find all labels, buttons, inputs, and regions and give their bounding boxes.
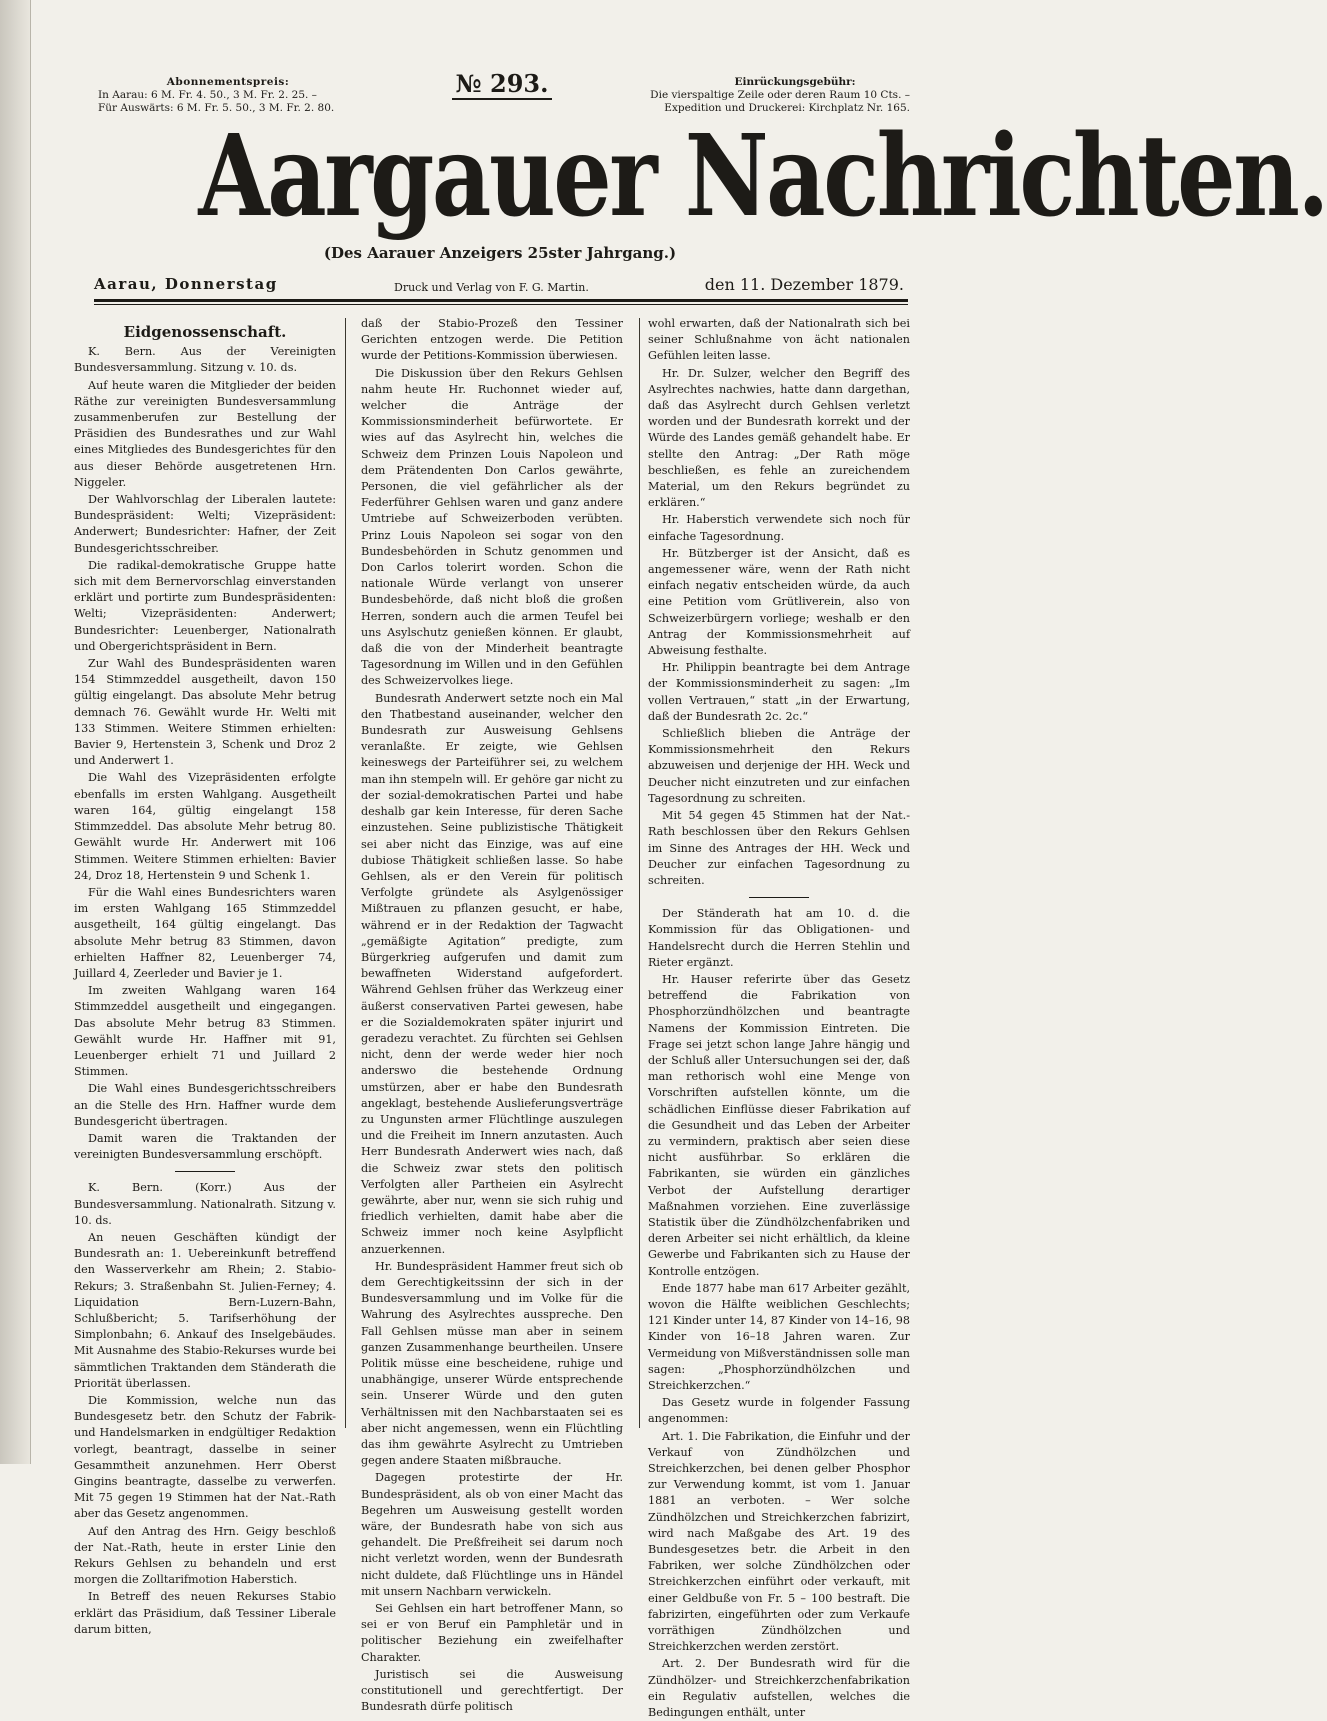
article-paragraph: In Betreff des neuen Rekurses Stabio erklärt das Präsidium, daß Tessiner Liberale darum bitten, [74,1590,336,1636]
article-column-2 [361,316,623,1714]
article-paragraph: Juristisch sei die Ausweisung constitutionell und gerechtfertigt. Der Bundesrath dürfe politisch [361,1667,623,1714]
article-paragraph: Bundesrath Anderwert setzte noch ein Mal den Thatbestand auseinander, welcher den Bundesrath zur Ausweisung Gehlsens veranlaßte. Er zeigte, wie Gehlsen keineswegs der Parteiführer sei, zu welchem man ihn stempeln will. Er gehöre gar nicht zu der sozial-demokratischen Partei und habe deshalb gar kein Interesse, für deren Sache einzustehen. Seine publizistische Thätigkeit sei aber nicht das Einzige, was auf eine dubiose Thätigkeit schließen lasse. So habe Gehlsen, als er den Verein für politisch Verfolgte gründete als Asylgenössiger Mißtrauen zu pflanzen gesucht, er habe, während er in der Redaktion der Tagwacht „gemäßigte Agitation“ predigte, zum Bürgerkrieg aufgerufen und damit zum bewaffneten Widerstand aufgefordert. Während Gehlsen früher das Werkzeug einer äußerst conservativen Partei gewesen, habe er die Sozialdemokraten später injurirt und geradezu verachtet. Zu fürchten sei Gehlsen nicht, denn der werde weder hier noch anderswo die bestehende Ordnung umstürzen, aber er habe den Bundesrath angeklagt, bestehende Auslieferungsverträge zu Ungunsten armer Flüchtlinge auszulegen und die Freiheit im Innern anzutasten. Auch Herr Bundesrath Anderwert wies nach, daß die Schweiz zwar stets den politisch Verfolgten aller Partheien ein Asylrecht gewährte, aber nur, wenn sie sich ruhig und friedlich verhielten, damit habe aber die Schweiz immer noch keine Asylpflicht anzuerkennen. [361,691,623,1256]
subscription-title: Abonnementspreis: [166,76,290,88]
article-paragraph: Damit waren die Traktanden der vereinigten Bundesversammlung erschöpft. [74,1131,336,1162]
issue-number: № 293. [452,70,552,100]
article-paragraph: Hr. Haberstich verwendete sich noch für einfache Tagesordnung. [648,513,910,543]
article-paragraph: Auf heute waren die Mitglieder der beiden Räthe zur vereinigten Bundesversammlung zusammenberufen zur Bestellung der Präsidien des Bundesrathes und zur Wahl eines Mitgliedes des Bundesgerichtes für den aus dieser Behörde ausgetretenen Hrn. Niggeler. [74,378,336,489]
article-paragraph: Hr. Philippin beantragte bei dem Antrage der Kommissionsminderheit zu sagen: „Im vollen Vertrauen,“ statt „in der Erwartung, daß der Bundesrath 2c. 2c.“ [648,661,910,723]
header-rule-thin [94,304,908,305]
column-divider [345,318,346,1428]
article-paragraph: Schließlich blieben die Anträge der Kommissionsmehrheit den Rekurs abzuweisen und derjenige der HH. Weck und Deucher nicht einzutreten und zur einfachen Tagesordnung zu schreiten. [648,727,910,805]
insertion-title: Einrückungsgebühr: [734,76,856,88]
article-paragraph: Die Wahl eines Bundesgerichtsschreibers an die Stelle des Hrn. Haffner wurde dem Bundesgericht übertragen. [74,1082,336,1128]
article-paragraph: Hr. Hauser referirte über das Gesetz betreffend die Fabrikation von Phosphorzündhölzchen und beantragte Namens der Kommission Eintreten. Die Frage sei jetzt schon lange Jahre hängig und der Schluß aller Untersuchungen sei der, daß man rethorisch wohl eine Menge von Vorschriften aufstellen könnte, um die schädlichen Einflüsse dieser Fabrikation auf die Gesundheit und das Leben der Arbeiter zu vermindern, praktisch aber seien diese nicht ausführbar. So erklären die Fabrikanten, sie würden ein gänzliches Verbot der Aufstellung derartiger Maßnahmen vorziehen. Eine zuverlässige Statistik über die Zündhölzchenfabriken und deren Arbeiter sei nicht erhältlich, da kleine Gewerbe und Fabrikanten sich zu Hause der Kontrolle entzögen. [648,972,910,1278]
article-paragraph: Auf den Antrag des Hrn. Geigy beschloß der Nat.-Rath, heute in erster Linie den Rekurs Gehlsen zu behandeln und erst morgen die Zolltarifmotion Haberstich. [74,1524,336,1587]
column-divider [639,318,640,1428]
article-paragraph: Die Wahl des Vizepräsidenten erfolgte ebenfalls im ersten Wahlgang. Ausgetheilt waren 164, gültig eingelangt 158 Stimmzeddel. Das absolute Mehr betrug 80. Gewählt wurde Hr. Anderwert mit 106 Stimmen. Weitere Stimmen erhielten: Bavier 24, Droz 18, Hertenstein 9 und Schenk 1. [74,771,336,882]
article-paragraph: Die Kommission, welche nun das Bundesgesetz betr. den Schutz der Fabrik- und Handelsmarken in endgültiger Redaktion vorlegt, beantragt, dasselbe in seiner Gesammtheit anzunehmen. Herr Oberst Gingins beantragte, dasselbe zu verwerfen. Mit 75 gegen 19 Stimmen hat der Nat.-Rath aber das Gesetz angenommen. [74,1394,336,1521]
article-paragraph: Art. 2. Der Bundesrath wird für die Zündhölzer- und Streichkerzchenfabrikation ein Regulativ aufstellen, welches die Bedingungen enthält, unter [648,1657,910,1720]
dateline [94,275,904,297]
subscription-line: Für Auswärts: 6 M. Fr. 5. 50., 3 M. Fr. 2. 80. [98,102,335,114]
insertion-box [620,76,910,115]
article-paragraph: Die radikal-demokratische Gruppe hatte sich mit dem Bernervorschlag einverstanden erklärt und portirte zum Bundespräsidenten: Welti; Vizepräsidenten: Anderwert; Bundesrichter: Leuenberger, Nationalrath und Obergerichtspräsident in Bern. [74,558,336,653]
article-paragraph: daß der Stabio-Prozeß den Tessiner Gerichten entzogen werde. Die Petition wurde der Petitions-Kommission überwiesen. [361,317,623,363]
article-paragraph: Hr. Dr. Sulzer, welcher den Begriff des Asylrechtes nachwies, hatte dann dargethan, daß das Asylrecht durch Gehlsen verletzt worden und der Bundesrath korrekt und der Würde des Landes gemäß gehandelt habe. Er stellte den Antrag: „Der Rath möge beschließen, es fehle an zureichendem Material, um den Rekurs begründet zu erklären.“ [648,366,910,510]
article-paragraph: Zur Wahl des Bundespräsidenten waren 154 Stimmzeddel ausgetheilt, davon 150 gültig eingelangt. Das absolute Mehr betrug demnach 76. Gewählt wurde Hr. Welti mit 133 Stimmen. Weitere Stimmen erhielten: Bavier 9, Hertenstein 3, Schenk und Droz 2 und Anderwert 1. [74,657,336,768]
masthead-title: Aargauer Nachrichten. [198,111,1327,242]
article-paragraph: Im zweiten Wahlgang waren 164 Stimmzeddel ausgetheilt und eingegangen. Das absolute Mehr betrug 83 Stimmen. Gewählt wurde Hr. Haffner mit 91, Leuenberger erhielt 71 und Juillard 2 Stimmen. [74,984,336,1079]
article-paragraph: An neuen Geschäften kündigt der Bundesrath an: 1. Uebereinkunft betreffend den Wasserverkehr am Rhein; 2. Stabio-Rekurs; 3. Straßenbahn St. Julien-Ferney; 4. Liquidation Bern-Luzern-Bahn, Schlußbericht; 5. Tarifserhöhung der Simplonbahn; 6. Ankauf des Inselgebäudes. Mit Ausnahme des Stabio-Rekurses wurde bei sämmtlichen Traktanden dem Ständerath die Priorität überlassen. [74,1230,337,1390]
article-paragraph: Dagegen protestirte der Hr. Bundespräsident, als ob von einer Macht das Begehren um Ausweisung gestellt worden wäre, der Bundesrath habe von sich aus gehandelt. Die Preßfreiheit sei darum noch nicht verletzt worden, wenn der Bundesrath nicht duldete, daß Flüchtlinge uns in Händel mit unsern Nachbarn verwickeln. [361,1471,623,1598]
article-paragraph: Art. 1. Die Fabrikation, die Einfuhr und der Verkauf von Zündhölzchen und Streichkerzchen, bei denen gelber Phosphor zur Verwendung kommt, ist vom 1. Januar 1881 an verboten. – Wer solche Zündhölzchen und Streichkerzchen fabrizirt, wird nach Maßgabe des Art. 19 des Bundesgesetzes betr. die Arbeit in den Fabriken, wer solche Zündhölzchen oder Streichkerzchen einführt oder verkauft, mit einer Geldbuße von Fr. 5 – 100 bestraft. Die fabrizirten, eingeführten oder zum Verkaufe vorräthigen Zündhölzchen und Streichkerzchen werden zerstört. [648,1429,910,1654]
insertion-line: Die vierspaltige Zeile oder deren Raum 10 Cts. – [650,89,910,101]
article-paragraph: Der Ständerath hat am 10. d. die Kommission für das Obligationen- und Handelsrecht durch die Herren Stehlin und Rieter ergänzt. [648,907,910,969]
place-day: Aarau, Donnerstag [94,275,278,293]
article-paragraph: Mit 54 gegen 45 Stimmen hat der Nat.-Rath beschlossen über den Rekurs Gehlsen im Sinne des Antrages der HH. Weck und Deucher zur einfachen Tagesordnung zu schreiten. [648,809,910,887]
article-paragraph: Hr. Bützberger ist der Ansicht, daß es angemessener wäre, wenn der Rath nicht einfach negativ entscheiden würde, da auch eine Petition vom Grütliverein, also von Schweizerbürgern vorliege; weshalb er den Antrag der Kommissionsmehrheit auf Abweisung festhalte. [648,546,910,658]
article-paragraph: Die Diskussion über den Rekurs Gehlsen nahm heute Hr. Ruchonnet wieder auf, welcher die Anträge der Kommissionsminderheit befürwortete. Er wies auf das Asylrecht hin, welches die Schweiz dem Prinzen Louis Napoleon und dem Prätendenten Don Carlos gewährte, Personen, die viel gefährlicher als der Federführer Gehlsen waren und ganz andere Umtriebe auf Schweizerboden verübten. Prinz Louis Napoleon sei sogar von den Bundesbehörden in Schutz genommen und Don Carlos tolerirt worden. Schon die nationale Würde verlangt von unserer Bundesbehörde, daß nicht bloß die großen Herren, sondern auch die armen Teufel bei uns Asylschutz genießen können. Er glaubt, daß die von der Minderheit beantragte Tagesordnung im Willen und in den Gefühlen des Schweizervolkes liege. [361,366,623,688]
article-separator [749,897,809,898]
article-paragraph: Der Wahlvorschlag der Liberalen lautete: Bundespräsident: Welti; Vizepräsident: Anderwert; Bundesrichter: Hafner, der Zeit Bundesgerichtsschreiber. [74,493,336,555]
article-paragraph: Hr. Bundespräsident Hammer freut sich ob dem Gerechtigkeitssinn der sich in der Bundesversammlung und im Volke für die Wahrung des Asylrechtes ausspreche. Den Fall Gehlsen müsse man aber in seinem ganzen Zusammenhange beurtheilen. Unsere Politik müsse eine bescheidene, ruhige und unabhängige, unserer Würde entsprechende sein. Unserer Würde und den guten Verhältnissen mit den Nachbarstaaten sei es aber nicht angemessen, wenn ein Flüchtling das ihm gewährte Asylrecht zu Umtrieben gegen andere Staaten mißbrauche. [361,1259,623,1468]
article-paragraph: wohl erwarten, daß der Nationalrath sich bei seiner Schlußnahme von ächt nationalen Gefühlen leiten lasse. [648,317,910,363]
page-edge [0,0,31,1464]
article-paragraph: Für die Wahl eines Bundesrichters waren im ersten Wahlgang 165 Stimmzeddel ausgetheilt, 164 gültig eingelangt. Das absolute Mehr betrug 83 Stimmen, davon erhielten Haffner 82, Leuenberger 74, Juillard 4, Zeerleder und Bavier je 1. [74,885,336,980]
section-title: Eidgenossenschaft. [123,323,287,341]
subscription-line: In Aarau: 6 M. Fr. 4. 50., 3 M. Fr. 2. 25. – [98,89,317,101]
article-paragraph: Ende 1877 habe man 617 Arbeiter gezählt, wovon die Hälfte weiblichen Geschlechts; 121 Kinder unter 14, 87 Kinder von 14–16, 98 Kinder von 16–18 Jahren waren. Zur Vermeidung von Mißverständnissen solle man sagen: „Phosphorzündhölzchen und Streichkerzchen.“ [648,1281,910,1392]
article-column-3 [648,316,910,1720]
header-rule [94,299,908,302]
insertion-line: Expedition und Druckerei: Kirchplatz Nr. 165. [664,102,910,114]
issue-date: den 11. Dezember 1879. [704,275,904,294]
subscription-box [98,76,398,115]
masthead-subtitle: (Des Aarauer Anzeigers 25ster Jahrgang.) [323,244,677,262]
article-paragraph: K. Bern. Aus der Vereinigten Bundesversammlung. Sitzung v. 10. ds. [74,345,336,375]
printer-line: Druck und Verlag von F. G. Martin. [394,281,589,294]
article-separator [175,1171,235,1172]
article-paragraph: Das Gesetz wurde in folgender Fassung angenommen: [648,1396,910,1426]
article-paragraph: K. Bern. (Korr.) Aus der Bundesversammlung. Nationalrath. Sitzung v. 10. ds. [74,1181,336,1227]
article-column-1 [74,316,337,1636]
article-paragraph: Sei Gehlsen ein hart betroffener Mann, so sei er von Beruf ein Pamphletär und in politischer Beziehung ein zweifelhafter Charakter. [361,1602,623,1664]
